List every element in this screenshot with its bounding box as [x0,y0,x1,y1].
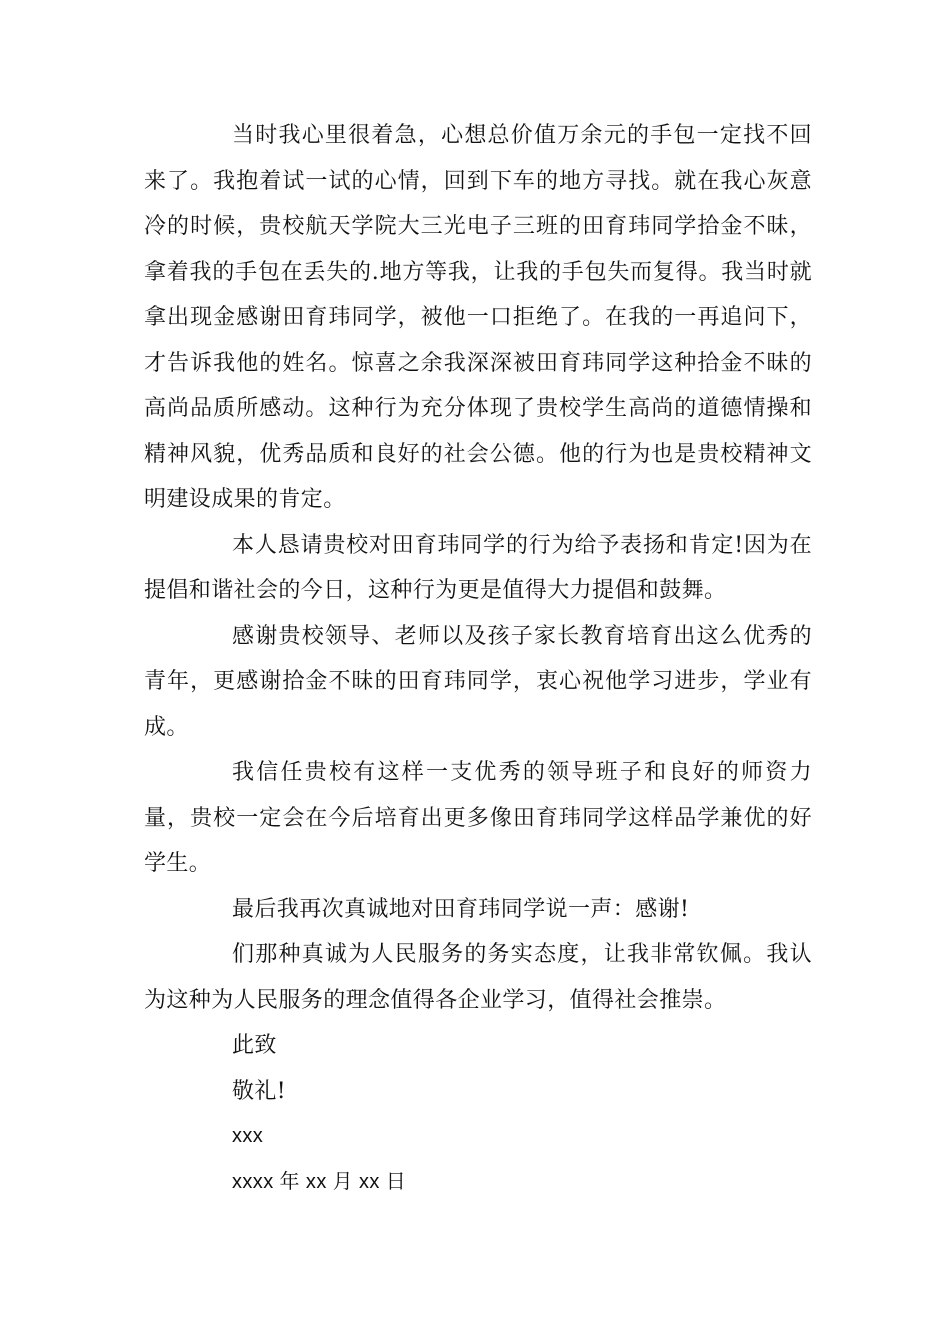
paragraph-6: 们那种真诚为人民服务的务实态度，让我非常钦佩。我认为这种为人民服务的理念值得各企业学习，值得社会推崇。 [144,942,812,1013]
date: xxxx 年 xx 月 xx 日 [232,1170,407,1193]
paragraph-5: 最后我再次真诚地对田育玮同学说一声：感谢! [232,896,690,922]
letter-body [144,113,812,1205]
paragraph-3: 感谢贵校领导、老师以及孩子家长教育培育出这么优秀的青年，更感谢拾金不昧的田育玮同学，衷心祝他学习进步，学业有成。 [144,623,812,740]
closing-regards: 敬礼! [232,1078,287,1104]
signature: xxx [232,1125,264,1147]
closing-salutation: 此致 [232,1033,277,1058]
paragraph-1: 当时我心里很着急，心想总价值万余元的手包一定找不回来了。我抱着试一试的心情，回到下车的地方寻找。就在我心灰意冷的时候，贵校航天学院大三光电子三班的田育玮同学拾金不昧，拿着我的手包在丢失的.地方等我，让我的手包失而复得。我当时就拿出现金感谢田育玮同学，被他一口拒绝了。在我的一再追问下，才告诉我他的姓名。惊喜之余我深深被田育玮同学这种拾金不昧的高尚品质所感动。这种行为充分体现了贵校学生高尚的道德情操和精神风貌，优秀品质和良好的社会公德。他的行为也是贵校精神文明建设成果的肯定。 [144,123,812,512]
paragraph-4: 我信任贵校有这样一支优秀的领导班子和良好的师资力量，贵校一定会在今后培育出更多像田育玮同学这样品学兼优的好学生。 [144,760,812,876]
paragraph-2: 本人恳请贵校对田育玮同学的行为给予表扬和肯定!因为在提倡和谐社会的今日，这种行为更是值得大力提倡和鼓舞。 [144,532,812,603]
